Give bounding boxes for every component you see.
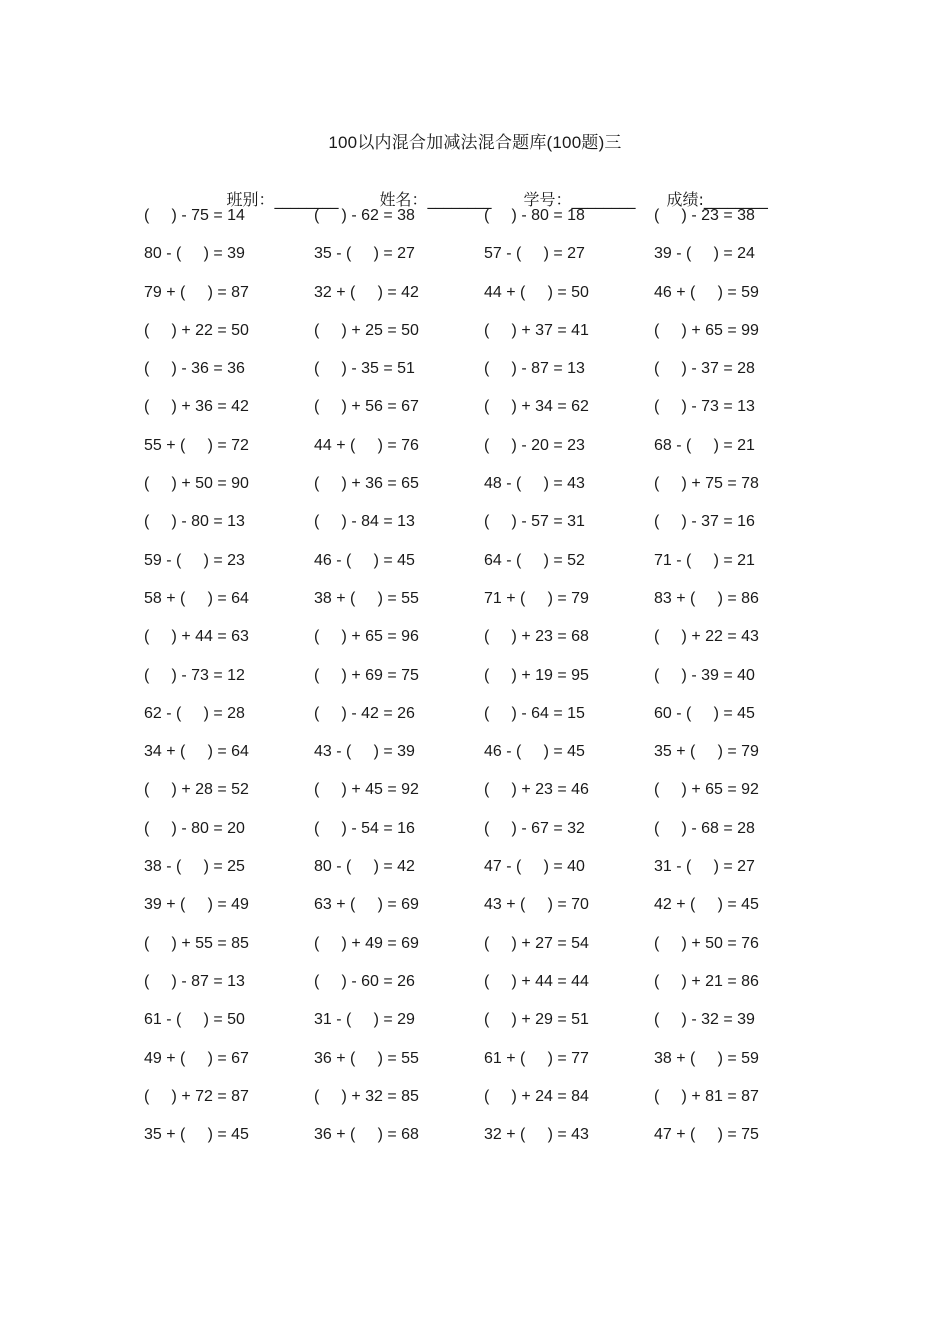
problem-item: 44 + ( ) = 50: [484, 283, 589, 301]
student-info-row: [0, 168, 950, 209]
problem-item: ( ) + 69 = 75: [314, 666, 419, 684]
problem-item: 39 - ( ) = 24: [654, 245, 755, 263]
problem-item: 71 + ( ) = 79: [484, 589, 589, 607]
problem-item: 46 + ( ) = 59: [654, 283, 759, 301]
problem-grid: [144, 207, 784, 1164]
problem-item: 43 - ( ) = 39: [314, 743, 415, 761]
problem-item: ( ) - 36 = 36: [144, 360, 245, 378]
problem-item: ( ) + 29 = 51: [484, 1011, 589, 1029]
problem-item: ( ) + 72 = 87: [144, 1087, 249, 1105]
problem-item: 61 - ( ) = 50: [144, 1011, 245, 1029]
problem-item: ( ) - 37 = 16: [654, 513, 755, 531]
problem-item: ( ) + 37 = 41: [484, 321, 589, 339]
problem-item: ( ) + 21 = 86: [654, 972, 759, 990]
problem-row: [144, 667, 784, 705]
problem-item: 38 + ( ) = 55: [314, 589, 419, 607]
problem-item: 47 + ( ) = 75: [654, 1126, 759, 1144]
problem-item: 35 + ( ) = 45: [144, 1126, 249, 1144]
problem-item: ( ) - 60 = 26: [314, 972, 415, 990]
worksheet-title: 100以内混合加减法混合题库(100题)三: [328, 133, 622, 152]
problem-item: 36 + ( ) = 68: [314, 1126, 419, 1144]
problem-item: ( ) + 55 = 85: [144, 934, 249, 952]
problem-item: 48 - ( ) = 43: [484, 475, 585, 493]
problem-row: [144, 705, 784, 743]
problem-item: ( ) - 35 = 51: [314, 360, 415, 378]
problem-item: ( ) + 23 = 68: [484, 628, 589, 646]
problem-row: [144, 475, 784, 513]
problem-row: [144, 1126, 784, 1164]
problem-item: ( ) + 22 = 43: [654, 628, 759, 646]
problem-item: 59 - ( ) = 23: [144, 551, 245, 569]
problem-item: ( ) + 44 = 44: [484, 972, 589, 990]
problem-item: ( ) - 87 = 13: [484, 360, 585, 378]
problem-item: ( ) - 54 = 16: [314, 819, 415, 837]
problem-item: ( ) - 57 = 31: [484, 513, 585, 531]
problem-item: 47 - ( ) = 40: [484, 858, 585, 876]
problem-item: 58 + ( ) = 64: [144, 589, 249, 607]
problem-item: ( ) + 65 = 96: [314, 628, 419, 646]
problem-item: 32 + ( ) = 42: [314, 283, 419, 301]
problem-item: 31 - ( ) = 29: [314, 1011, 415, 1029]
problem-item: 35 + ( ) = 79: [654, 743, 759, 761]
problem-row: [144, 1011, 784, 1049]
problem-item: 57 - ( ) = 27: [484, 245, 585, 263]
problem-item: 44 + ( ) = 76: [314, 436, 419, 454]
problem-item: 63 + ( ) = 69: [314, 896, 419, 914]
problem-item: ( ) + 27 = 54: [484, 934, 589, 952]
problem-item: ( ) + 56 = 67: [314, 398, 419, 416]
problem-item: ( ) - 37 = 28: [654, 360, 755, 378]
problem-item: 68 - ( ) = 21: [654, 436, 755, 454]
problem-item: 64 - ( ) = 52: [484, 551, 585, 569]
name-blank: ________: [427, 190, 492, 209]
problem-item: ( ) + 22 = 50: [144, 321, 249, 339]
problem-item: 60 - ( ) = 45: [654, 704, 755, 722]
problem-item: ( ) - 80 = 18: [484, 207, 585, 224]
score-blank: ________: [703, 190, 768, 209]
class-blank: ________: [274, 190, 339, 209]
problem-row: [144, 896, 784, 934]
problem-item: ( ) - 20 = 23: [484, 436, 585, 454]
problem-item: ( ) + 81 = 87: [654, 1087, 759, 1105]
score-label: 成绩:: [666, 190, 704, 209]
problem-item: 62 - ( ) = 28: [144, 704, 245, 722]
problem-item: ( ) - 42 = 26: [314, 704, 415, 722]
problem-item: 35 - ( ) = 27: [314, 245, 415, 263]
problem-row: [144, 552, 784, 590]
problem-row: [144, 398, 784, 436]
problem-item: ( ) + 50 = 90: [144, 475, 249, 493]
problem-item: 31 - ( ) = 27: [654, 858, 755, 876]
problem-item: ( ) + 75 = 78: [654, 475, 759, 493]
problem-item: 36 + ( ) = 55: [314, 1049, 419, 1067]
problem-row: [144, 935, 784, 973]
problem-item: ( ) - 67 = 32: [484, 819, 585, 837]
problem-item: ( ) + 50 = 76: [654, 934, 759, 952]
problem-item: ( ) + 36 = 65: [314, 475, 419, 493]
problem-item: ( ) + 28 = 52: [144, 781, 249, 799]
class-label: 班别：: [226, 190, 275, 209]
problem-item: ( ) - 73 = 12: [144, 666, 245, 684]
problem-row: [144, 1050, 784, 1088]
problem-row: [144, 858, 784, 896]
problem-item: 80 - ( ) = 42: [314, 858, 415, 876]
problem-item: 32 + ( ) = 43: [484, 1126, 589, 1144]
problem-item: 39 + ( ) = 49: [144, 896, 249, 914]
problem-item: ( ) + 25 = 50: [314, 321, 419, 339]
problem-item: ( ) + 24 = 84: [484, 1087, 589, 1105]
problem-item: ( ) - 23 = 38: [654, 207, 755, 224]
problem-item: 49 + ( ) = 67: [144, 1049, 249, 1067]
problem-item: 34 + ( ) = 64: [144, 743, 249, 761]
problem-item: ( ) - 84 = 13: [314, 513, 415, 531]
problem-row: [144, 284, 784, 322]
problem-item: ( ) - 32 = 39: [654, 1011, 755, 1029]
problem-item: ( ) + 49 = 69: [314, 934, 419, 952]
problem-item: ( ) - 64 = 15: [484, 704, 585, 722]
student-number-label: 学号：: [523, 190, 572, 209]
problem-item: ( ) - 62 = 38: [314, 207, 415, 224]
problem-item: ( ) + 45 = 92: [314, 781, 419, 799]
problem-item: 79 + ( ) = 87: [144, 283, 249, 301]
problem-item: 46 - ( ) = 45: [484, 743, 585, 761]
problem-item: 46 - ( ) = 45: [314, 551, 415, 569]
problem-item: ( ) - 80 = 20: [144, 819, 245, 837]
name-label: 姓名：: [379, 190, 428, 209]
problem-item: ( ) + 34 = 62: [484, 398, 589, 416]
problem-row: [144, 1088, 784, 1126]
problem-row: [144, 513, 784, 551]
problem-item: 61 + ( ) = 77: [484, 1049, 589, 1067]
problem-row: [144, 743, 784, 781]
problem-item: ( ) - 75 = 14: [144, 207, 245, 224]
problem-row: [144, 781, 784, 819]
problem-item: ( ) + 36 = 42: [144, 398, 249, 416]
problem-row: [144, 590, 784, 628]
problem-row: [144, 360, 784, 398]
problem-row: [144, 628, 784, 666]
problem-item: ( ) + 44 = 63: [144, 628, 249, 646]
problem-item: ( ) - 87 = 13: [144, 972, 245, 990]
problem-item: 83 + ( ) = 86: [654, 589, 759, 607]
problem-item: ( ) + 65 = 92: [654, 781, 759, 799]
problem-row: [144, 245, 784, 283]
problem-item: 55 + ( ) = 72: [144, 436, 249, 454]
problem-item: 43 + ( ) = 70: [484, 896, 589, 914]
problem-item: ( ) - 80 = 13: [144, 513, 245, 531]
problem-item: ( ) + 23 = 46: [484, 781, 589, 799]
problem-row: [144, 207, 784, 245]
problem-item: 71 - ( ) = 21: [654, 551, 755, 569]
problem-item: ( ) - 68 = 28: [654, 819, 755, 837]
problem-item: ( ) + 32 = 85: [314, 1087, 419, 1105]
problem-item: 38 - ( ) = 25: [144, 858, 245, 876]
problem-item: 42 + ( ) = 45: [654, 896, 759, 914]
student-number-blank: ________: [571, 190, 636, 209]
problem-item: ( ) + 19 = 95: [484, 666, 589, 684]
problem-row: [144, 437, 784, 475]
problem-row: [144, 820, 784, 858]
problem-item: ( ) - 39 = 40: [654, 666, 755, 684]
problem-item: 38 + ( ) = 59: [654, 1049, 759, 1067]
problem-row: [144, 973, 784, 1011]
problem-item: ( ) + 65 = 99: [654, 321, 759, 339]
problem-item: 80 - ( ) = 39: [144, 245, 245, 263]
problem-row: [144, 322, 784, 360]
problem-item: ( ) - 73 = 13: [654, 398, 755, 416]
